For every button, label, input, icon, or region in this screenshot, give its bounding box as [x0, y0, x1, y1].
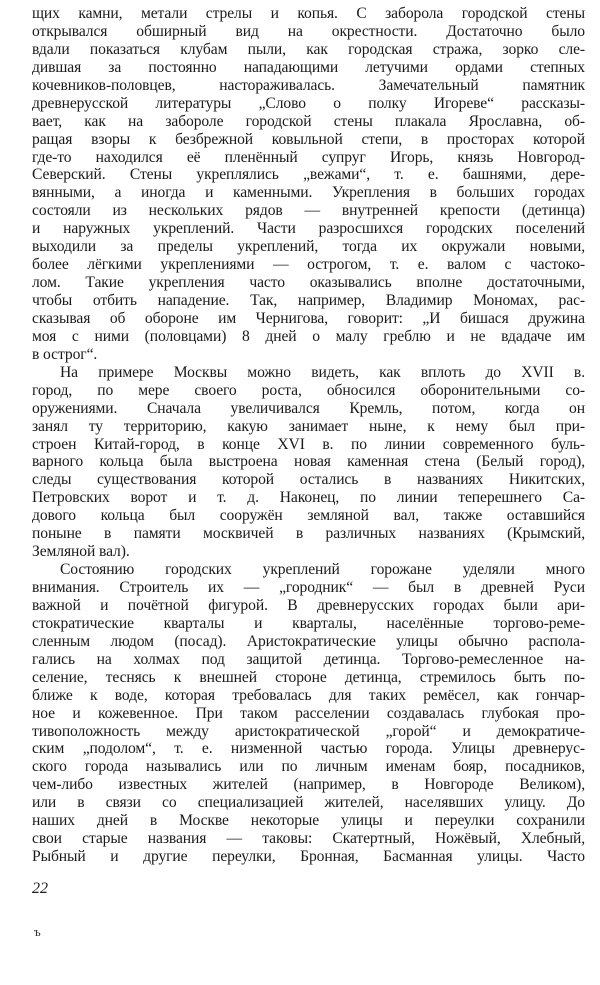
paragraph-3-line: наших дней в Москве некоторые улицы и переулки сохранили [32, 812, 585, 830]
paragraph-2-line: строен Китай-город, в конце XVI в. по линии современного буль- [32, 435, 585, 453]
paragraph-1-line: и наружных укреплений. Части разросшихся городских поселений [32, 220, 585, 238]
paragraph-3-line: свои старые названия — таковы: Скатертный, Ножёвый, Хлебный, [32, 830, 585, 848]
paragraph-1-line: лом. Такие укрепления часто оказывались вполне достаточными, [32, 274, 585, 292]
paragraph-1-line: выходили за пределы укреплений, тогда их окружали новыми, [32, 238, 585, 256]
paragraph-2-line: Земляной вал). [32, 543, 130, 561]
paragraph-1-line: вдали показаться клубам пыли, как городская стража, зорко сле- [32, 40, 585, 58]
paragraph-1-line: Северский. Стены укреплялись „вежами“, т. е. башнями, дере- [32, 166, 585, 184]
paragraph-3-line: ное и кожевенное. При таком расселении создавалась глубокая про- [32, 704, 585, 722]
paragraph-1-line: древнерусской литературы „Слово о полку Игореве“ рассказы- [32, 94, 585, 112]
paragraph-1-line: вянными, а иногда и каменными. Укрепления в больших городах [32, 184, 585, 202]
paragraph-2-line: оружениями. Сначала увеличивался Кремль, потом, когда он [32, 399, 585, 417]
paragraph-1-line: в острог“. [32, 345, 98, 363]
paragraph-3-line: важной и почётной фигурой. В древнерусских городах были ари- [32, 596, 585, 614]
paragraph-3-line: ским „подолом“, т. е. низменной частью города. Улицы древнерус- [32, 740, 585, 758]
page-number: 22 [32, 880, 48, 897]
paragraph-1-line: дившая за постоянно нападающими летучими ордами степных [32, 58, 585, 76]
paragraph-2-line: следы существования которой остались в названиях Никитских, [32, 471, 585, 489]
paragraph-3-line: сленным людом (посад). Аристократические улицы обычно распола- [32, 632, 585, 650]
paragraph-3-line: стократические кварталы и кварталы, населённые торгово-реме- [32, 614, 585, 632]
paragraph-3-line: ближе к воде, которая требовалась для таких ремёсел, как гончар- [32, 686, 585, 704]
printer-mark: ъ [34, 924, 41, 939]
paragraph-3-line: или в связи со специализацией жителей, населявших улицу. До [32, 794, 585, 812]
paragraph-3-line: чем-либо известных жителей (например, в Новгороде Великом), [32, 776, 585, 794]
paragraph-3-line: Состоянию городских укреплений горожане уделяли много [60, 561, 585, 579]
paragraph-1-line: сказывая об обороне им Чернигова, говорит: „И бишася дружина [32, 309, 585, 327]
paragraph-2-line: На примере Москвы можно видеть, как вплоть до XVII в. [60, 363, 585, 381]
paragraph-2-line: город, по мере своего роста, обносился оборонительными со- [32, 381, 585, 399]
paragraph-1-line: вает, как на забороле городской стены плакала Ярославна, об- [32, 112, 585, 130]
paragraph-1-line: щих камни, метали стрелы и копья. С заборола городской стены [32, 5, 585, 22]
paragraph-3-line: внимания. Строитель их — „городник“ — был в древней Руси [32, 579, 585, 596]
paragraph-1-line: состояли из нескольких рядов — внутренней крепости (детинца) [32, 202, 585, 220]
paragraph-3-line: селение, теснясь к внешней стороне детинца, стремилось быть по- [32, 668, 585, 686]
paragraph-1-line: где-то находился её пленённый супруг Игорь, князь Новгород- [32, 148, 585, 166]
paragraph-1-line: более лёгкими укреплениями — острогом, т. е. валом с частоко- [32, 256, 585, 274]
paragraph-3-line: тивоположность между аристократической „горой“ и демократиче- [32, 722, 585, 740]
paragraph-2-line: Петровских ворот и т. д. Наконец, по линии теперешнего Са- [32, 489, 585, 507]
paragraph-2-line: дового кольца был сооружён земляной вал, также оставшийся [32, 507, 585, 525]
paragraph-3-line: ского города назывались или по личным именам бояр, посадников, [32, 758, 585, 776]
paragraph-1-line: открывался обширный вид на окрестности. Достаточно было [32, 22, 585, 40]
page-body-text [32, 5, 585, 866]
paragraph-3-line: гались на холмах под защитой детинца. Торгово-ремесленное на- [32, 650, 585, 668]
paragraph-2-line: занял ту территорию, какую занимает ныне, к нему был при- [32, 417, 585, 435]
paragraph-1-line: моя с ними (половцами) 8 дней о малу греблю и не вдадаче им [32, 327, 585, 345]
paragraph-2-line: поныне в памяти москвичей в различных названиях (Крымский, [32, 525, 585, 543]
paragraph-1-line: чтобы отбить нападение. Так, например, Владимир Мономах, рас- [32, 292, 585, 309]
paragraph-1-line: ращая взоры к безбрежной ковыльной степи, в просторах которой [32, 130, 585, 148]
paragraph-2-line: варного кольца была выстроена новая каменная стена (Белый город), [32, 453, 585, 471]
paragraph-3-line: Рыбный и другие переулки, Бронная, Басманная улицы. Часто [32, 848, 585, 866]
paragraph-1-line: кочевников-половцев, настораживалась. Замечательный памятник [32, 76, 585, 94]
